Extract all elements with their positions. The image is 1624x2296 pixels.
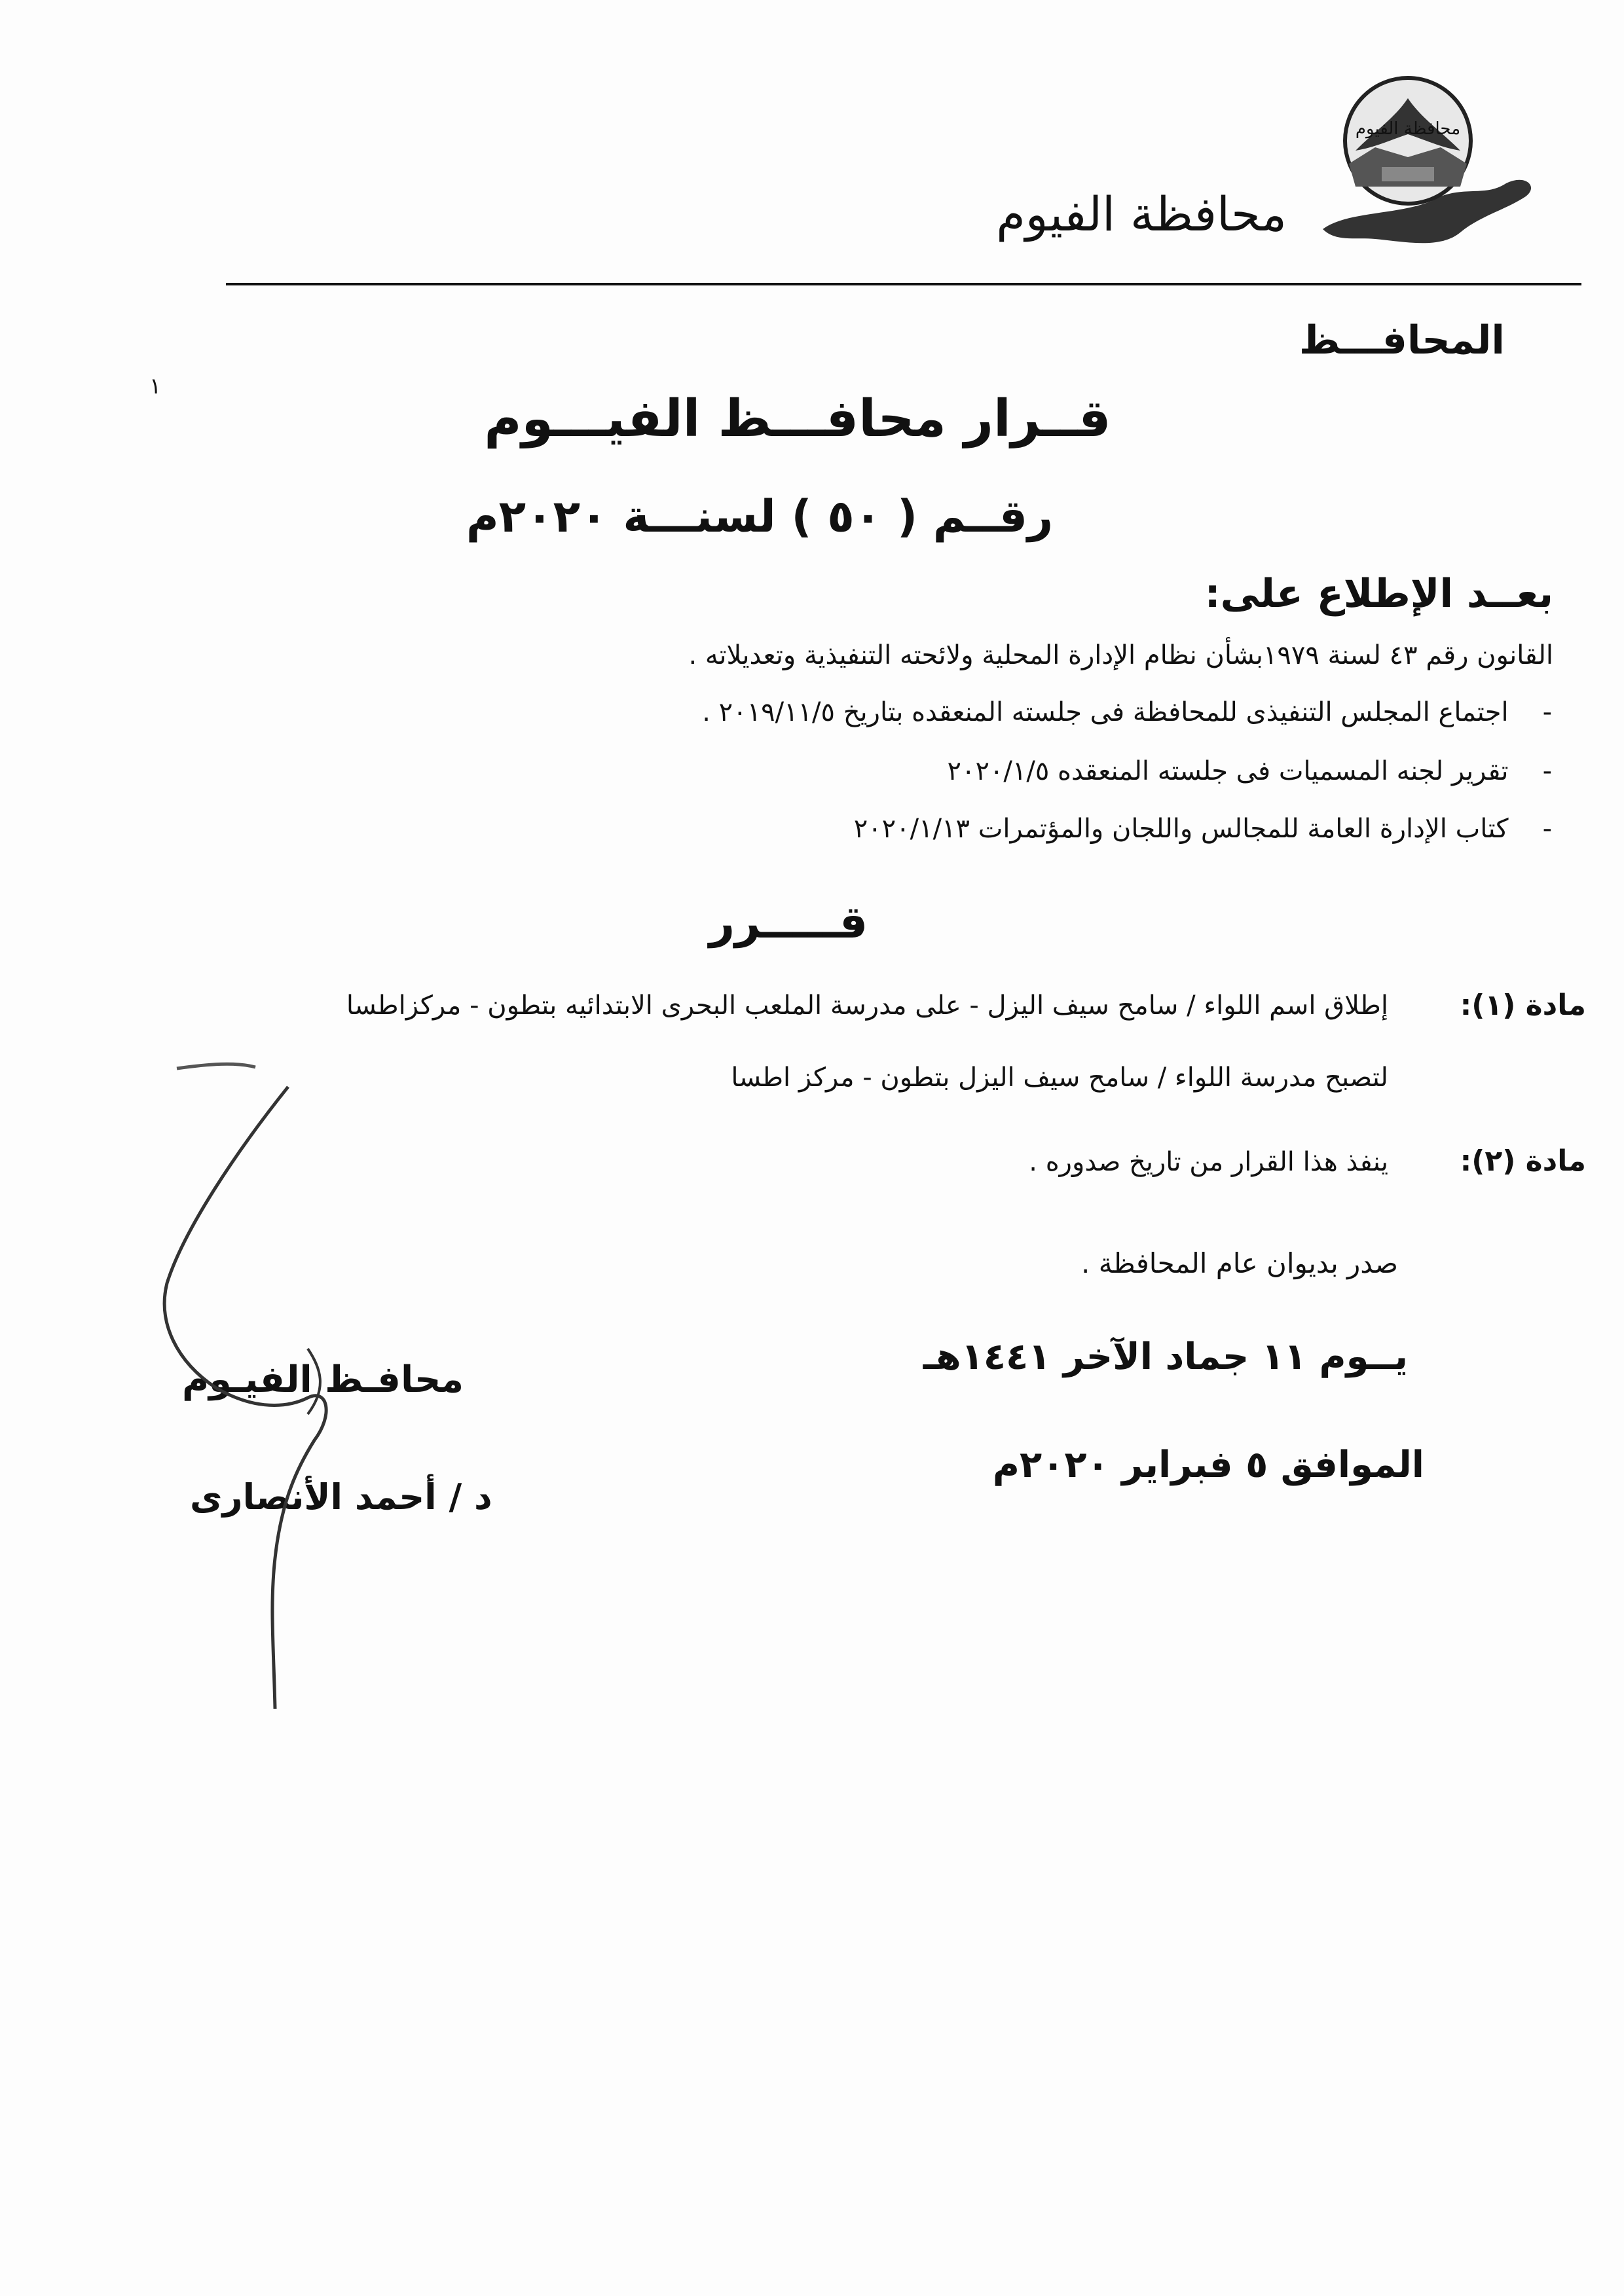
bullet-dash: - bbox=[1542, 756, 1552, 786]
article-2-label: مادة (٢): bbox=[1460, 1144, 1586, 1178]
bullet-text: اجتماع المجلس التنفيذى للمحافظة فى جلسته المنعقده بتاريخ ٢٠١٩/١١/٥ . bbox=[702, 697, 1509, 727]
bullet-text: كتاب الإدارة العامة للمجالس واللجان والمؤتمرات ٢٠٢٠/١/١٣ bbox=[853, 814, 1509, 844]
article-1-line-2: لتصبح مدرسة اللواء / سامح سيف اليزل بتطون - مركز اطسا bbox=[731, 1063, 1388, 1093]
page-number: ١ bbox=[149, 373, 162, 399]
preamble-heading: بعــد الإطلاع على: bbox=[1204, 571, 1553, 617]
corresponding-value: ٥ فبراير ٢٠٢٠م bbox=[992, 1444, 1268, 1486]
preamble-law: القانون رقم ٤٣ لسنة ١٩٧٩بشأن نظام الإدارة المحلية ولائحته التنفيذية وتعديلاته . bbox=[688, 640, 1553, 670]
corresponding-label: الموافق bbox=[1280, 1444, 1424, 1486]
day-label: يــوم bbox=[1319, 1336, 1408, 1378]
article-1-label: مادة (١): bbox=[1460, 989, 1586, 1022]
decision-heading-text: قـــــرر bbox=[709, 897, 868, 949]
signature-stroke bbox=[164, 1087, 326, 1709]
bullet-dash: - bbox=[1542, 697, 1552, 727]
decision-title-text: قــرار محافـــظ الفيـــوم bbox=[484, 390, 1111, 448]
issued-at: صدر بديوان عام المحافظة . bbox=[1081, 1247, 1398, 1279]
role-title: المحافـــظ bbox=[1299, 318, 1505, 363]
bullet-text: تقرير لجنه المسميات فى جلسته المنعقده ٢٠٢٠/١/٥ bbox=[947, 756, 1509, 786]
decision-number-text: رقــم ( ٥٠ ) لسنـــة ٢٠٢٠م bbox=[466, 491, 1054, 543]
signature-stroke bbox=[308, 1349, 320, 1414]
signatory-name: د / أحمد الأنصارى bbox=[190, 1476, 492, 1518]
governorate-name: محافظة الفيوم bbox=[996, 187, 1287, 242]
underline-mark bbox=[177, 1064, 255, 1068]
day-value: ١١ جماد الآخر ١٤٤١هـ bbox=[923, 1336, 1307, 1378]
svg-text:محافظة الفيوم: محافظة الفيوم bbox=[1355, 119, 1461, 139]
article-2-line-1: ينفذ هذا القرار من تاريخ صدوره . bbox=[1029, 1147, 1388, 1177]
signatory-title: محافـظ الفيـوم bbox=[182, 1358, 464, 1401]
bullet-dash: - bbox=[1542, 814, 1552, 844]
article-1-line-1: إطلاق اسم اللواء / سامح سيف اليزل - على مدرسة الملعب البحرى الابتدائيه بتطون - مركزاطسا bbox=[346, 991, 1388, 1021]
